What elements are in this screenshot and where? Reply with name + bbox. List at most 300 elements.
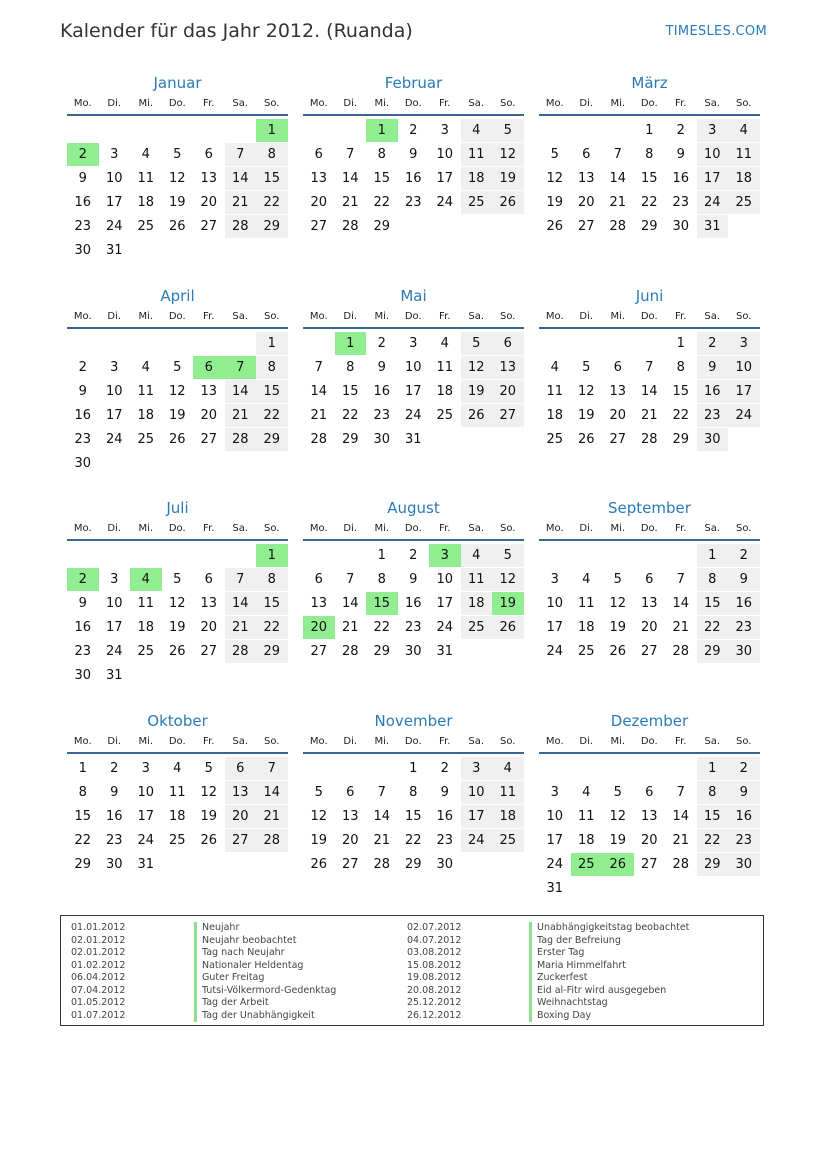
day-cell: 27	[200, 644, 218, 659]
day-cell: 3	[409, 336, 418, 351]
day-cell: 23	[373, 408, 391, 423]
day-cell: 6	[314, 147, 323, 162]
day-cell: 30	[436, 857, 454, 872]
day-cell: 1	[377, 548, 386, 563]
day-cell: 1	[645, 123, 654, 138]
month-name: Juni	[635, 287, 664, 305]
day-cell: 16	[74, 408, 92, 423]
day-cell: 5	[314, 785, 323, 800]
month-days	[539, 541, 760, 691]
weekday-label: Mi.	[610, 736, 626, 747]
day-cell: 25	[168, 833, 186, 848]
day-cell: 8	[346, 360, 355, 375]
day-cell: 10	[105, 596, 123, 611]
day-cell: 4	[582, 785, 591, 800]
day-cell: 24	[461, 829, 493, 852]
day-cell: 15	[256, 380, 288, 403]
weekday-label: Sa.	[704, 98, 721, 109]
day-cell: 17	[697, 167, 729, 190]
day-cell: 20	[225, 805, 257, 828]
day-cell: 29	[404, 857, 422, 872]
holiday-day-cell: 15	[366, 592, 398, 615]
day-cell: 26	[609, 644, 627, 659]
weekday-header	[303, 519, 524, 541]
day-cell: 11	[168, 785, 186, 800]
day-cell: 10	[105, 171, 123, 186]
day-cell: 17	[546, 833, 564, 848]
day-cell: 17	[105, 195, 123, 210]
weekday-label: Mi.	[138, 736, 154, 747]
day-cell: 22	[373, 620, 391, 635]
holiday-name: Tag nach Neujahr	[194, 947, 336, 960]
weekday-label: Mi.	[610, 311, 626, 322]
day-cell: 7	[256, 757, 288, 780]
day-cell: 4	[728, 119, 760, 142]
holiday-date: 25.12.2012	[407, 997, 462, 1008]
day-cell: 7	[377, 785, 386, 800]
day-cell: 7	[676, 572, 685, 587]
day-cell: 29	[256, 215, 288, 238]
day-cell: 13	[200, 596, 218, 611]
day-cell: 12	[200, 785, 218, 800]
day-cell: 24	[105, 432, 123, 447]
day-cell: 19	[461, 380, 493, 403]
day-cell: 22	[404, 833, 422, 848]
day-cell: 9	[697, 356, 729, 379]
day-cell: 15	[373, 171, 391, 186]
day-cell: 18	[728, 167, 760, 190]
day-cell: 29	[672, 432, 690, 447]
day-cell: 23	[74, 432, 92, 447]
day-cell: 5	[613, 785, 622, 800]
weekday-label: Di.	[107, 523, 122, 534]
holiday-name: Zuckerfest	[529, 972, 689, 985]
holiday-list	[60, 915, 764, 1026]
day-cell: 10	[697, 143, 729, 166]
holiday-day-cell: 19	[492, 592, 524, 615]
day-cell: 11	[577, 596, 595, 611]
day-cell: 13	[577, 171, 595, 186]
day-cell: 30	[74, 243, 92, 258]
day-cell: 5	[492, 119, 524, 142]
weekday-label: Fr.	[439, 523, 451, 534]
day-cell: 24	[436, 195, 454, 210]
day-cell: 15	[256, 592, 288, 615]
day-cell: 8	[697, 568, 729, 591]
day-cell: 18	[436, 384, 454, 399]
day-cell: 19	[492, 167, 524, 190]
day-cell: 6	[582, 147, 591, 162]
weekday-label: Fr.	[203, 523, 215, 534]
holiday-name: Weihnachtstag	[529, 997, 689, 1010]
weekday-label: Mo.	[545, 736, 564, 747]
day-cell: 8	[377, 147, 386, 162]
day-cell: 27	[225, 829, 257, 852]
month-11	[303, 710, 524, 904]
day-cell: 7	[676, 785, 685, 800]
month-days	[67, 541, 288, 691]
weekday-label: Fr.	[675, 311, 687, 322]
day-cell: 19	[546, 195, 564, 210]
day-cell: 8	[256, 356, 288, 379]
day-cell: 13	[640, 596, 658, 611]
day-cell: 25	[436, 408, 454, 423]
day-cell: 10	[436, 147, 454, 162]
day-cell: 23	[404, 195, 422, 210]
day-cell: 21	[672, 833, 690, 848]
day-cell: 1	[256, 332, 288, 355]
page-title: Kalender für das Jahr 2012. (Ruanda)	[60, 20, 413, 42]
day-cell: 22	[256, 191, 288, 214]
weekday-label: Do.	[404, 311, 422, 322]
month-name: April	[160, 287, 195, 305]
day-cell: 24	[404, 408, 422, 423]
day-cell: 30	[105, 857, 123, 872]
weekday-label: Mo.	[309, 523, 328, 534]
holiday-name: Tag der Arbeit	[194, 997, 336, 1010]
day-cell: 22	[373, 195, 391, 210]
day-cell: 31	[105, 668, 123, 683]
day-cell: 17	[436, 596, 454, 611]
day-cell: 19	[310, 833, 328, 848]
day-cell: 18	[137, 408, 155, 423]
day-cell: 15	[74, 809, 92, 824]
day-cell: 25	[492, 829, 524, 852]
weekday-label: Do.	[168, 523, 186, 534]
day-cell: 23	[697, 404, 729, 427]
day-cell: 23	[74, 644, 92, 659]
day-cell: 31	[436, 644, 454, 659]
month-10	[67, 710, 288, 904]
holiday-name: Boxing Day	[529, 1010, 689, 1023]
weekday-label: Mo.	[545, 523, 564, 534]
day-cell: 28	[640, 432, 658, 447]
day-cell: 7	[645, 360, 654, 375]
day-cell: 22	[672, 408, 690, 423]
day-cell: 15	[672, 384, 690, 399]
day-cell: 21	[609, 195, 627, 210]
day-cell: 20	[200, 620, 218, 635]
day-cell: 9	[78, 171, 87, 186]
day-cell: 14	[341, 596, 359, 611]
month-days	[67, 329, 288, 479]
day-cell: 23	[105, 833, 123, 848]
day-cell: 5	[173, 147, 182, 162]
day-cell: 25	[137, 219, 155, 234]
month-6	[539, 285, 760, 479]
day-cell: 21	[225, 616, 257, 639]
weekday-label: Sa.	[232, 98, 249, 109]
holiday-name: Maria Himmelfahrt	[529, 960, 689, 973]
holiday-date: 19.08.2012	[407, 972, 462, 983]
day-cell: 21	[341, 620, 359, 635]
weekday-header	[67, 519, 288, 541]
month-8	[303, 497, 524, 691]
day-cell: 9	[377, 360, 386, 375]
day-cell: 13	[609, 384, 627, 399]
day-cell: 2	[728, 544, 760, 567]
day-cell: 10	[546, 809, 564, 824]
day-cell: 2	[697, 332, 729, 355]
day-cell: 29	[697, 640, 729, 663]
month-name: August	[387, 499, 440, 517]
weekday-label: Di.	[343, 523, 358, 534]
day-cell: 27	[310, 219, 328, 234]
weekday-label: Mo.	[309, 736, 328, 747]
holiday-date: 01.01.2012	[71, 922, 126, 933]
weekday-label: Di.	[107, 736, 122, 747]
day-cell: 22	[640, 195, 658, 210]
day-cell: 23	[74, 219, 92, 234]
weekday-header	[539, 94, 760, 116]
day-cell: 2	[409, 123, 418, 138]
holiday-day-cell: 4	[130, 568, 162, 591]
day-cell: 13	[492, 356, 524, 379]
holiday-date: 07.04.2012	[71, 984, 126, 996]
day-cell: 7	[613, 147, 622, 162]
day-cell: 13	[200, 384, 218, 399]
day-cell: 29	[256, 428, 288, 451]
holiday-name: Tutsi-Völkermord-Gedenktag	[194, 985, 336, 998]
day-cell: 13	[225, 781, 257, 804]
day-cell: 22	[697, 616, 729, 639]
weekday-label: Mi.	[138, 523, 154, 534]
day-cell: 6	[204, 147, 213, 162]
day-cell: 17	[436, 171, 454, 186]
holiday-name: Erster Tag	[529, 947, 689, 960]
day-cell: 2	[110, 761, 119, 776]
day-cell: 16	[404, 171, 422, 186]
weekday-label: Mi.	[138, 98, 154, 109]
weekday-label: So.	[264, 311, 280, 322]
day-cell: 5	[204, 761, 213, 776]
weekday-label: Mo.	[309, 98, 328, 109]
day-cell: 14	[225, 167, 257, 190]
day-cell: 27	[640, 857, 658, 872]
month-9	[539, 497, 760, 691]
weekday-label: Di.	[343, 736, 358, 747]
day-cell: 17	[728, 380, 760, 403]
day-cell: 1	[697, 544, 729, 567]
day-cell: 31	[105, 243, 123, 258]
weekday-label: Sa.	[468, 523, 485, 534]
day-cell: 17	[546, 620, 564, 635]
day-cell: 14	[373, 809, 391, 824]
day-cell: 29	[373, 219, 391, 234]
day-cell: 26	[461, 404, 493, 427]
day-cell: 23	[728, 616, 760, 639]
weekday-header	[303, 94, 524, 116]
weekday-label: Do.	[404, 736, 422, 747]
day-cell: 21	[256, 805, 288, 828]
day-cell: 26	[492, 616, 524, 639]
holiday-dates-column-1	[71, 922, 125, 1022]
day-cell: 5	[613, 572, 622, 587]
day-cell: 5	[173, 360, 182, 375]
day-cell: 6	[645, 572, 654, 587]
day-cell: 14	[672, 596, 690, 611]
weekday-label: Do.	[640, 311, 658, 322]
day-cell: 23	[404, 620, 422, 635]
holiday-day-cell: 20	[303, 616, 335, 639]
month-days	[303, 754, 524, 904]
month-days	[303, 116, 524, 266]
weekday-label: So.	[736, 736, 752, 747]
day-cell: 1	[676, 336, 685, 351]
day-cell: 15	[640, 171, 658, 186]
day-cell: 20	[200, 408, 218, 423]
weekday-label: So.	[736, 311, 752, 322]
day-cell: 20	[640, 620, 658, 635]
day-cell: 6	[492, 332, 524, 355]
day-cell: 4	[461, 544, 493, 567]
month-name: Februar	[384, 74, 443, 92]
day-cell: 10	[436, 572, 454, 587]
day-cell: 22	[256, 404, 288, 427]
day-cell: 4	[461, 119, 493, 142]
weekday-label: Do.	[404, 98, 422, 109]
day-cell: 8	[409, 785, 418, 800]
day-cell: 12	[168, 596, 186, 611]
weekday-label: Mo.	[545, 98, 564, 109]
day-cell: 27	[200, 432, 218, 447]
day-cell: 30	[373, 432, 391, 447]
weekday-label: So.	[264, 523, 280, 534]
day-cell: 18	[492, 805, 524, 828]
day-cell: 20	[310, 195, 328, 210]
day-cell: 15	[341, 384, 359, 399]
day-cell: 10	[137, 785, 155, 800]
holiday-name: Tag der Unabhängigkeit	[194, 1010, 336, 1023]
day-cell: 24	[546, 644, 564, 659]
day-cell: 25	[137, 644, 155, 659]
weekday-label: Fr.	[439, 311, 451, 322]
day-cell: 18	[461, 592, 493, 615]
weekday-label: Mi.	[374, 736, 390, 747]
day-cell: 29	[74, 857, 92, 872]
month-days	[539, 329, 760, 479]
day-cell: 13	[341, 809, 359, 824]
day-cell: 30	[728, 853, 760, 876]
day-cell: 20	[609, 408, 627, 423]
holiday-day-cell: 2	[67, 568, 99, 591]
day-cell: 8	[78, 785, 87, 800]
holiday-date: 03.08.2012	[407, 947, 462, 958]
day-cell: 5	[461, 332, 493, 355]
day-cell: 30	[74, 668, 92, 683]
day-cell: 3	[110, 572, 119, 587]
day-cell: 23	[436, 833, 454, 848]
day-cell: 15	[697, 805, 729, 828]
day-cell: 11	[461, 143, 493, 166]
weekday-label: Di.	[579, 98, 594, 109]
day-cell: 26	[492, 191, 524, 214]
day-cell: 8	[676, 360, 685, 375]
day-cell: 25	[137, 432, 155, 447]
weekday-header	[67, 732, 288, 754]
site-link[interactable]: TIMESLES.COM	[665, 24, 767, 39]
holiday-day-cell: 6	[193, 356, 225, 379]
day-cell: 30	[404, 644, 422, 659]
day-cell: 17	[461, 805, 493, 828]
day-cell: 27	[609, 432, 627, 447]
holiday-day-cell: 2	[67, 143, 99, 166]
weekday-label: So.	[500, 311, 516, 322]
day-cell: 13	[200, 171, 218, 186]
day-cell: 28	[672, 857, 690, 872]
day-cell: 24	[697, 191, 729, 214]
day-cell: 26	[310, 857, 328, 872]
weekday-label: Mo.	[545, 311, 564, 322]
weekday-label: Fr.	[675, 736, 687, 747]
holiday-day-cell: 3	[429, 544, 461, 567]
day-cell: 11	[728, 143, 760, 166]
weekday-label: So.	[500, 736, 516, 747]
day-cell: 16	[74, 195, 92, 210]
day-cell: 10	[728, 356, 760, 379]
day-cell: 11	[137, 384, 155, 399]
month-5	[303, 285, 524, 479]
day-cell: 29	[373, 644, 391, 659]
month-7	[67, 497, 288, 691]
day-cell: 3	[550, 572, 559, 587]
day-cell: 26	[546, 219, 564, 234]
weekday-label: Do.	[404, 523, 422, 534]
day-cell: 22	[256, 616, 288, 639]
month-1	[67, 72, 288, 266]
day-cell: 14	[609, 171, 627, 186]
day-cell: 10	[105, 384, 123, 399]
day-cell: 4	[492, 757, 524, 780]
day-cell: 15	[404, 809, 422, 824]
day-cell: 28	[672, 644, 690, 659]
day-cell: 22	[697, 829, 729, 852]
holiday-day-cell: 1	[256, 119, 288, 142]
weekday-label: Mi.	[374, 311, 390, 322]
day-cell: 8	[256, 143, 288, 166]
day-cell: 11	[546, 384, 564, 399]
day-cell: 18	[577, 833, 595, 848]
day-cell: 30	[74, 456, 92, 471]
day-cell: 28	[310, 432, 328, 447]
weekday-label: Sa.	[468, 311, 485, 322]
day-cell: 28	[256, 829, 288, 852]
day-cell: 19	[168, 195, 186, 210]
weekday-label: So.	[736, 98, 752, 109]
weekday-label: So.	[264, 98, 280, 109]
day-cell: 28	[373, 857, 391, 872]
day-cell: 7	[225, 568, 257, 591]
day-cell: 12	[461, 356, 493, 379]
day-cell: 30	[728, 640, 760, 663]
day-cell: 6	[225, 757, 257, 780]
day-cell: 12	[168, 171, 186, 186]
weekday-label: Sa.	[232, 311, 249, 322]
day-cell: 2	[728, 757, 760, 780]
day-cell: 16	[373, 384, 391, 399]
holiday-date: 15.08.2012	[407, 959, 462, 971]
day-cell: 16	[404, 596, 422, 611]
day-cell: 12	[492, 568, 524, 591]
weekday-label: Sa.	[704, 311, 721, 322]
day-cell: 6	[346, 785, 355, 800]
day-cell: 5	[492, 544, 524, 567]
holiday-day-cell: 25	[571, 853, 603, 876]
weekday-header	[539, 307, 760, 329]
holiday-name: Tag der Befreiung	[529, 935, 689, 948]
day-cell: 16	[728, 805, 760, 828]
day-cell: 11	[492, 781, 524, 804]
